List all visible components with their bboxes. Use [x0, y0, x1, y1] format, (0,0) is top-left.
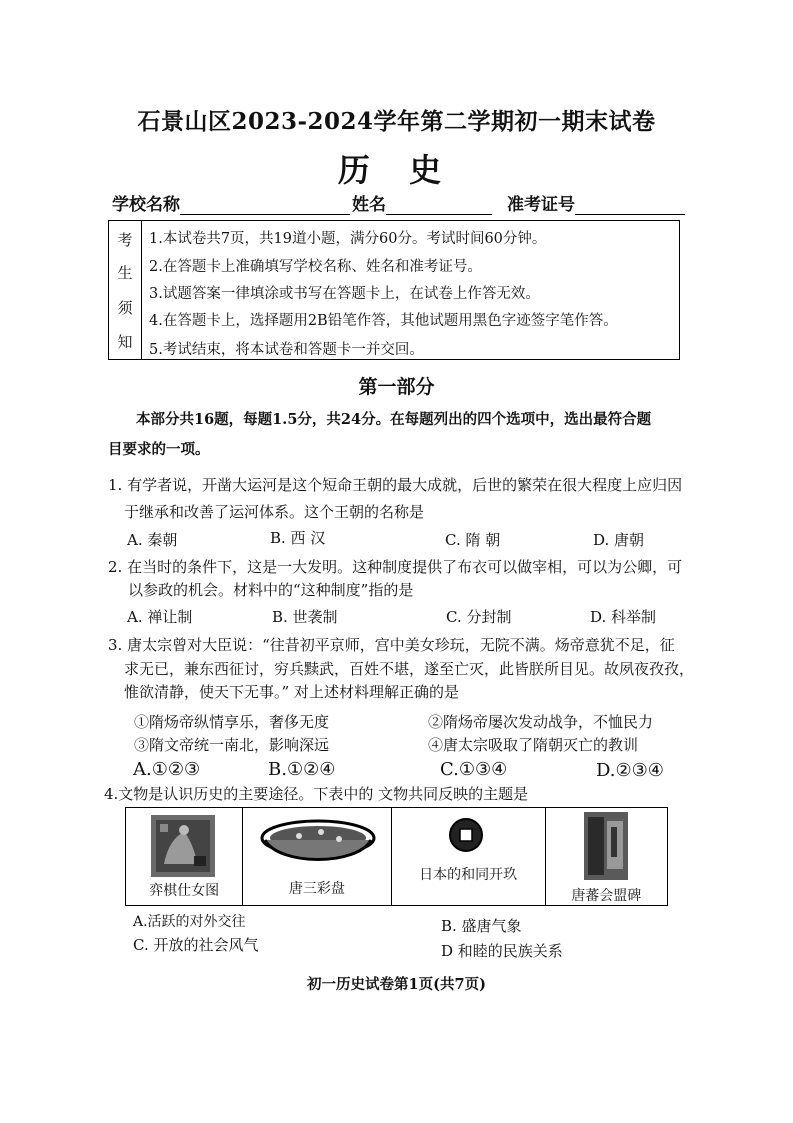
question-2-stem: 以参政的机会。材料中的“这种制度”指的是 — [128, 581, 414, 599]
option-a[interactable]: A. 禅让制 — [127, 608, 193, 626]
exam-id-blank[interactable] — [575, 196, 685, 215]
artifact-table — [125, 807, 668, 906]
question-1-stem: 于继承和改善了运河体系。这个王朝的名称是 — [124, 503, 425, 521]
school-label: 学校名称 — [112, 195, 180, 215]
page-footer: 初一历史试卷第1页(共7页) — [307, 976, 486, 993]
option-b[interactable]: B.①②④ — [268, 759, 336, 780]
statement: ②隋炀帝屡次发动战争，不恤民力 — [428, 713, 654, 731]
option-b[interactable]: B. 世袭制 — [272, 608, 338, 626]
notice-label-column — [109, 221, 142, 359]
option-c[interactable]: C.①③④ — [440, 759, 508, 780]
name-field — [352, 190, 492, 215]
exam-id-label: 准考证号 — [507, 195, 575, 215]
notice-item: 5.考试结束，将本试卷和答题卡一并交回。 — [149, 342, 424, 358]
statement: ①隋炀帝纵情享乐，奢侈无度 — [134, 713, 330, 731]
notice-item: 2.在答题卡上准确填写学校名称、姓名和准考证号。 — [149, 259, 482, 275]
question-3-stem: 求无已，兼东西征讨，穷兵黩武，百姓不堪，遂至亡灭，此皆朕所目见。故夙夜孜孜， — [124, 660, 695, 678]
tricolor-plate-image — [259, 818, 377, 870]
artifact-caption: 唐蕃会盟碑 — [571, 888, 642, 904]
notice-item: 3.试题答案一律填涂或书写在答题卡上，在试卷上作答无效。 — [149, 286, 540, 302]
question-3-stem: 3. 唐太宗曾对大臣说：“往昔初平京师，宫中美女珍玩，无院不满。炀帝意犹不足，征 — [108, 636, 675, 654]
notice-label-char: 考 — [117, 231, 133, 249]
notice-label-char: 须 — [117, 299, 133, 317]
option-b[interactable]: B. 西 汉 — [270, 529, 326, 547]
artifact-caption: 唐三彩盘 — [288, 881, 345, 897]
question-4-stem: 4.文物是认识历史的主要途径。下表中的 文物共同反映的主题是 — [104, 785, 529, 803]
part-heading: 第一部分 — [358, 376, 435, 398]
artifact-caption: 弈棋仕女图 — [149, 883, 220, 899]
option-d[interactable]: D. 科举制 — [590, 608, 657, 626]
notice-item: 1.本试卷共7页，共19道小题，满分60分。考试时间60分钟。 — [149, 231, 547, 247]
name-blank[interactable] — [386, 196, 492, 215]
part-instruction: 本部分共16题，每题1.5分，共24分。在每题列出的四个选项中，选出最符合题 — [136, 411, 652, 428]
artifact-cell — [243, 808, 391, 905]
question-2-stem: 2. 在当时的条件下，这是一大发明。这种制度提供了布衣可以做宰相，可以为公卿，可 — [108, 558, 683, 576]
statement: ④唐太宗吸取了隋朝灭亡的教训 — [428, 736, 639, 754]
option-a[interactable]: A.活跃的对外交往 — [133, 914, 246, 930]
school-blank[interactable] — [180, 196, 350, 215]
subject-title: 历 史 — [337, 151, 456, 189]
exam-id-field — [507, 190, 685, 215]
name-label: 姓名 — [352, 195, 386, 215]
question-1-stem: 1. 有学者说，开凿大运河是这个短命王朝的最大成就，后世的繁荣在很大程度上应归因 — [108, 476, 683, 494]
stele-image — [583, 811, 629, 881]
school-field — [112, 190, 350, 215]
option-b[interactable]: B. 盛唐气象 — [441, 917, 522, 935]
artifact-cell — [126, 808, 243, 905]
part-instruction: 目要求的一项。 — [108, 441, 210, 458]
option-c[interactable]: C. 隋 朝 — [445, 531, 501, 549]
artifact-cell — [392, 808, 546, 905]
question-3-stem: 惟欲清静，使天下无事。” 对上述材料理解正确的是 — [124, 683, 459, 701]
notice-item: 4.在答题卡上，选择题用2B铅笔作答，其他试题用黑色字迹签字笔作答。 — [149, 313, 618, 329]
candidate-notice-box — [108, 220, 680, 360]
option-d[interactable]: D 和睦的民族关系 — [441, 942, 563, 960]
artifact-caption: 日本的和同开玖 — [419, 867, 518, 883]
option-c[interactable]: C. 开放的社会风气 — [133, 936, 259, 954]
notice-label-char: 生 — [117, 264, 133, 282]
exam-title: 石景山区2023-2024学年第二学期初一期末试卷 — [137, 108, 656, 135]
notice-label-char: 知 — [117, 333, 133, 351]
option-c[interactable]: C. 分封制 — [446, 608, 512, 626]
artifact-cell — [546, 808, 667, 905]
painting-image — [150, 814, 216, 878]
option-a[interactable]: A.①②③ — [133, 759, 201, 780]
option-a[interactable]: A. 秦朝 — [127, 531, 178, 549]
option-d[interactable]: D. 唐朝 — [593, 531, 645, 549]
coin-image — [448, 817, 484, 853]
statement: ③隋文帝统一南北，影响深远 — [134, 736, 330, 754]
option-d[interactable]: D.②③④ — [596, 760, 664, 781]
